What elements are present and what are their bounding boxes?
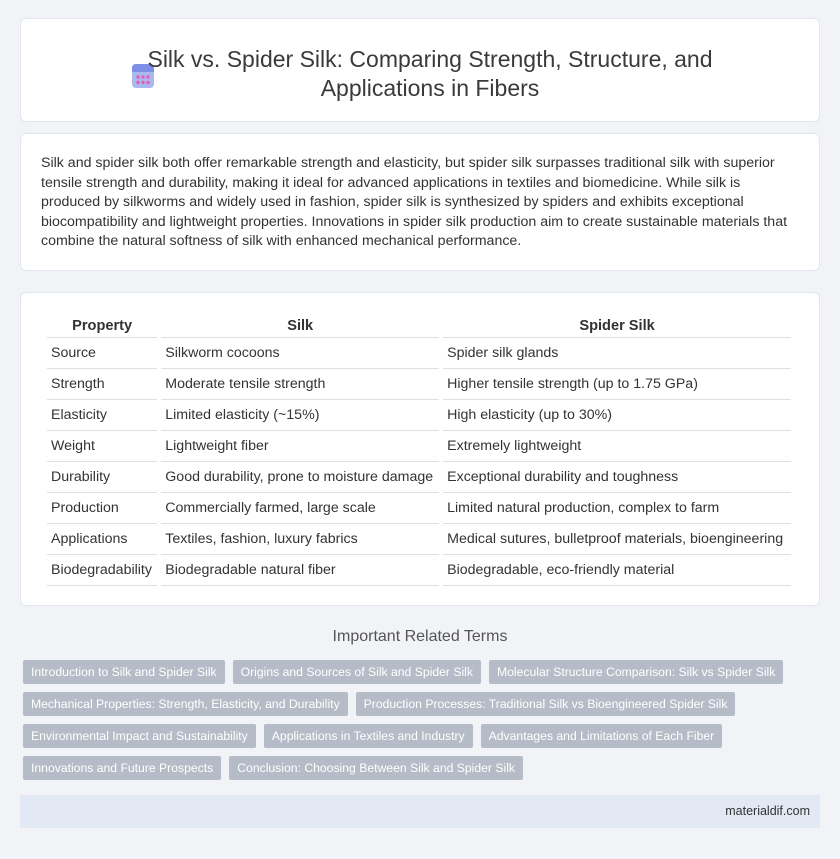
cell-spider-silk: Biodegradable, eco-friendly material — [443, 555, 791, 586]
table-row — [47, 493, 791, 524]
cell-property: Durability — [47, 462, 157, 493]
cell-silk: Moderate tensile strength — [161, 369, 439, 400]
cell-silk: Silkworm cocoons — [161, 338, 439, 369]
tag-row — [23, 756, 823, 780]
intro-text: Silk and spider silk both offer remarkable strength and elasticity, but spider silk surpasses traditional silk with superior tensile strength and durability, making it ideal for advanced applications in textiles and biomedicine. While silk is produced by silkworms and widely used in fashion, spider silk is synthesized by spiders and exhibits exceptional biocompatibility and lightweight properties. Innovations in spider silk production aim to create sustainable materials that combine the natural softness of silk with enhanced mechanical performance. — [41, 155, 788, 250]
related-term-tag[interactable]: Conclusion: Choosing Between Silk and Spider Silk — [229, 756, 523, 780]
related-term-tag[interactable]: Introduction to Silk and Spider Silk — [23, 660, 225, 684]
related-term-tag[interactable]: Origins and Sources of Silk and Spider Silk — [233, 660, 481, 684]
header-property: Property — [47, 315, 157, 338]
header-spider-silk: Spider Silk — [443, 315, 791, 338]
cell-silk: Commercially farmed, large scale — [161, 493, 439, 524]
table-row — [47, 369, 791, 400]
related-term-tag[interactable]: Innovations and Future Prospects — [23, 756, 221, 780]
related-term-tag[interactable]: Mechanical Properties: Strength, Elasticity, and Durability — [23, 692, 348, 716]
related-term-tag[interactable]: Environmental Impact and Sustainability — [23, 724, 256, 748]
intro-card — [20, 133, 820, 271]
tag-row — [23, 724, 823, 748]
table-header-row — [47, 315, 791, 338]
footer-bar — [20, 795, 820, 828]
table-row — [47, 431, 791, 462]
cell-silk: Textiles, fashion, luxury fabrics — [161, 524, 439, 555]
cell-property: Biodegradability — [47, 555, 157, 586]
related-terms-title: Important Related Terms — [332, 628, 508, 645]
related-term-tag[interactable]: Advantages and Limitations of Each Fiber — [481, 724, 723, 748]
cell-silk: Limited elasticity (~15%) — [161, 400, 439, 431]
cell-silk: Biodegradable natural fiber — [161, 555, 439, 586]
cell-property: Elasticity — [47, 400, 157, 431]
related-term-tag[interactable]: Production Processes: Traditional Silk vs Bioengineered Spider Silk — [356, 692, 736, 716]
table-row — [47, 338, 791, 369]
cell-property: Production — [47, 493, 157, 524]
comparison-card — [20, 292, 820, 606]
cell-property: Weight — [47, 431, 157, 462]
tag-row — [23, 692, 823, 716]
table-row — [47, 524, 791, 555]
related-term-tag[interactable]: Applications in Textiles and Industry — [264, 724, 473, 748]
cell-spider-silk: Extremely lightweight — [443, 431, 791, 462]
header-silk: Silk — [161, 315, 439, 338]
tag-row — [23, 660, 823, 684]
cell-spider-silk: Limited natural production, complex to farm — [443, 493, 791, 524]
cell-spider-silk: Exceptional durability and toughness — [443, 462, 791, 493]
cell-spider-silk: High elasticity (up to 30%) — [443, 400, 791, 431]
cell-spider-silk: Higher tensile strength (up to 1.75 GPa) — [443, 369, 791, 400]
cell-silk: Good durability, prone to moisture damage — [161, 462, 439, 493]
header-card — [20, 18, 820, 122]
cell-spider-silk: Spider silk glands — [443, 338, 791, 369]
comparison-table — [43, 315, 795, 586]
related-term-tag[interactable]: Molecular Structure Comparison: Silk vs Spider Silk — [489, 660, 783, 684]
related-terms-list — [23, 660, 823, 788]
page-title: Silk vs. Spider Silk: Comparing Strength, Structure, and Applications in Fibers — [147, 46, 713, 101]
cell-property: Strength — [47, 369, 157, 400]
cell-spider-silk: Medical sutures, bulletproof materials, bioengineering — [443, 524, 791, 555]
cell-property: Source — [47, 338, 157, 369]
table-row — [47, 555, 791, 586]
table-row — [47, 400, 791, 431]
footer-site[interactable]: materialdif.com — [725, 804, 810, 818]
table-row — [47, 462, 791, 493]
cell-silk: Lightweight fiber — [161, 431, 439, 462]
cell-property: Applications — [47, 524, 157, 555]
